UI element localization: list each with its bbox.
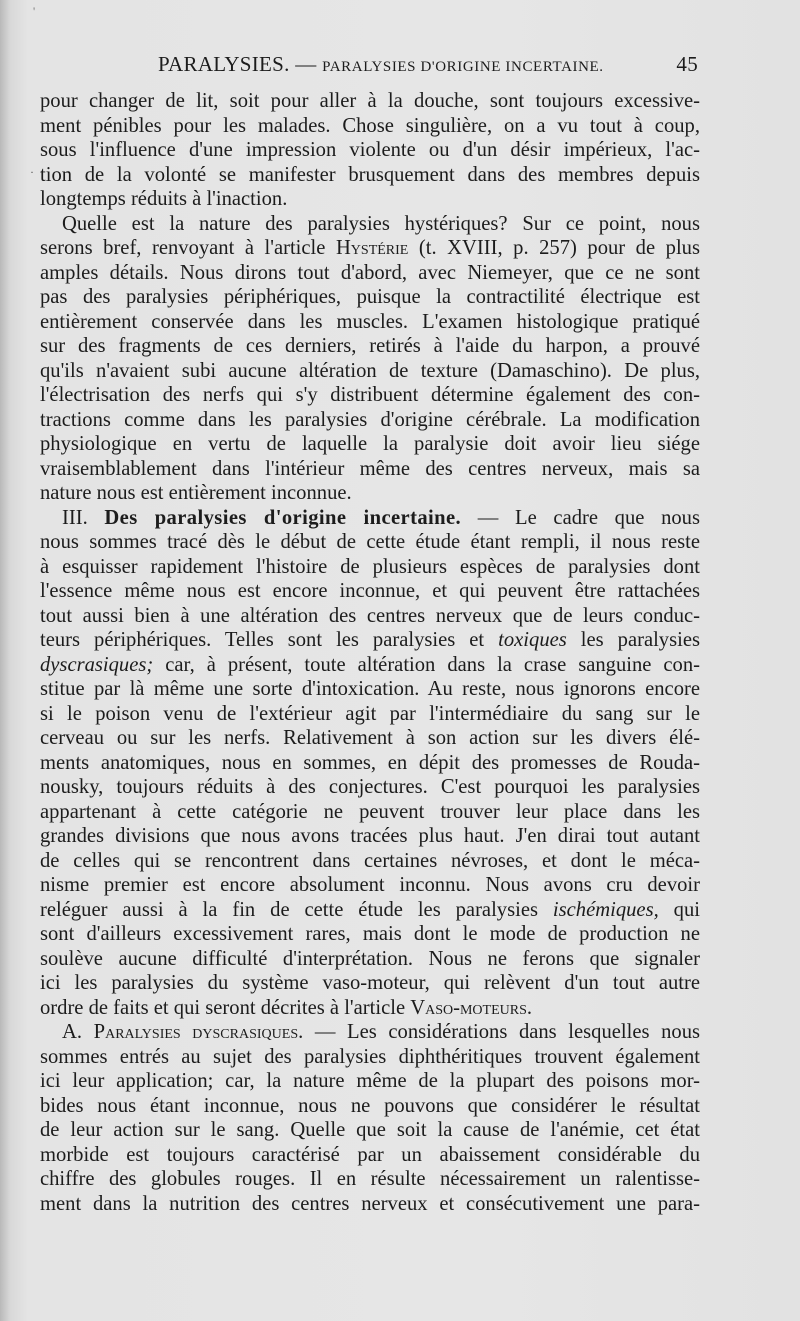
text-segment: — Le cadre que nous — [477, 506, 700, 529]
text-line: tractions comme dans les paralysies d'origine cérébrale. La modification — [40, 408, 700, 431]
text-line: pas des paralysies périphériques, puisque la contractilité électrique est — [40, 286, 700, 308]
text-line: cerveau ou sur les nerfs. Relativement à son action sur les divers élé- — [40, 727, 700, 749]
running-title-separator: — — [295, 52, 317, 76]
text-line: sont d'ailleurs excessivement rares, mais dont le mode de production ne — [40, 923, 700, 945]
text-line: pour changer de lit, soit pour aller à la douche, sont toujours excessive- — [40, 90, 700, 112]
section-heading: Des paralysies d'origine incertaine. — [104, 506, 462, 529]
text-line: entièrement conservée dans les muscles. L'examen histologique pratiqué — [40, 310, 700, 333]
text-line: vraisemblablement dans l'intérieur même des centres nerveux, mais sa — [40, 457, 700, 480]
italic-term: dyscrasiques; — [40, 653, 154, 676]
running-header — [40, 52, 700, 82]
section-heading-line — [40, 506, 700, 531]
text-line: tout aussi bien à une altération des centres nerveux que de leurs conduc- — [40, 604, 700, 627]
text-line — [40, 898, 700, 923]
running-title-main: PARALYSIES. — [158, 52, 290, 76]
text-line: amples détails. Nous dirons tout d'abord, avec Niemeyer, que ce ne sont — [40, 261, 700, 284]
text-line: longtemps réduits à l'inaction. — [40, 188, 288, 210]
text-line: nisme premier est encore absolument inconnu. Nous avons cru devoir — [40, 874, 700, 896]
text-segment: serons bref, renvoyant à l'article — [40, 237, 326, 259]
text-line: sous l'influence d'une impression violente ou d'un désir impérieux, l'ac- — [40, 139, 700, 161]
page-number: 45 — [676, 52, 698, 76]
text-line: nature nous est entièrement inconnue. — [40, 482, 352, 504]
text-line: l'essence même nous est encore inconnue, et qui peuvent être rattachées — [40, 580, 700, 602]
text-line: ments anatomiques, nous en sommes, en dépit des promesses de Rouda- — [40, 751, 700, 774]
text-line: nousky, toujours réduits à des conjectures. C'est pourquoi les paralysies — [40, 776, 700, 798]
text-line: physiologique en vertu de laquelle la paralysie doit avoir lieu siége — [40, 433, 700, 455]
text-line: tion de la volonté se manifester brusquement dans des membres depuis — [40, 163, 700, 186]
text-line: si le poison venu de l'extérieur agit par l'intermédiaire du sang sur le — [40, 702, 700, 725]
text-line: chiffre des globules rouges. Il en résulte nécessairement un ralentisse- — [40, 1168, 700, 1190]
body-text — [40, 89, 700, 1216]
text-segment: — Les considérations dans lesquelles nous — [314, 1021, 701, 1043]
text-segment: reléguer aussi à la fin de cette étude les paralysies — [40, 898, 538, 921]
text-line: bides nous étant inconnue, nous ne pouvons que considérer le résultat — [40, 1094, 700, 1117]
running-title — [158, 52, 604, 77]
text-line: stitue par là même une sorte d'intoxication. Au reste, nous ignorons encore — [40, 678, 700, 700]
top-margin-mark: ' — [33, 4, 36, 18]
text-segment: qui — [673, 898, 700, 921]
subsection-heading: Paralysies dyscrasiques. — [93, 1021, 304, 1043]
text-line: sur des fragments de ces derniers, retirés à l'aide du harpon, a prouvé — [40, 335, 700, 357]
text-line: nous sommes tracé dès le début de cette étude étant rempli, il nous reste — [40, 531, 700, 553]
text-line — [40, 996, 700, 1021]
text-segment: ordre de faits et qui seront décrites à l'article — [40, 996, 406, 1019]
text-line: soulève aucune difficulté d'interprétation. Nous ne ferons que signaler — [40, 947, 700, 970]
text-line: l'électrisation des nerfs qui s'y distribuent détermine également des con- — [40, 384, 700, 406]
text-line: ment pénibles pour les malades. Chose singulière, on a vu tout à coup, — [40, 114, 700, 137]
cross-reference: Hystérie — [335, 237, 409, 259]
text-line — [40, 653, 700, 678]
text-segment: teurs périphériques. Telles sont les paralysies et — [40, 629, 485, 651]
left-margin-mark: · — [30, 165, 34, 179]
running-title-sub: PARALYSIES D'ORIGINE INCERTAINE. — [322, 59, 604, 75]
subsection-heading-line — [40, 1020, 700, 1045]
text-line: ici les paralysies du système vaso-moteur, qui relèvent d'un tout autre — [40, 972, 700, 994]
text-segment: les paralysies — [580, 629, 700, 651]
text-line — [40, 628, 700, 653]
subsection-letter: A. — [62, 1021, 83, 1043]
italic-term: toxiques — [498, 629, 567, 651]
text-line: de leur action sur le sang. Quelle que soit la cause de l'anémie, cet état — [40, 1119, 700, 1141]
text-line: appartenant à cette catégorie ne peuvent trouver leur place dans les — [40, 800, 700, 823]
text-line: sommes entrés au sujet des paralysies diphthéritiques trouvent également — [40, 1045, 700, 1068]
section-number: III. — [62, 506, 88, 529]
text-line: à esquisser rapidement l'histoire de plusieurs espèces de paralysies dont — [40, 555, 700, 578]
cross-reference: Vaso-moteurs. — [410, 996, 533, 1019]
text-line: de celles qui se rencontrent dans certaines névroses, et dont le méca- — [40, 849, 700, 872]
italic-term: ischémiques, — [552, 898, 659, 921]
text-line: morbide est toujours caractérisé par un abaissement considérable du — [40, 1143, 700, 1166]
text-line: Quelle est la nature des paralysies hystériques? Sur ce point, nous — [62, 212, 700, 235]
text-line: ment dans la nutrition des centres nerveux et consécutivement une para- — [40, 1192, 700, 1215]
text-line: grandes divisions que nous avons tracées plus haut. J'en dirai tout autant — [40, 825, 700, 847]
text-line: ici leur application; car, la nature même de la plupart des poisons mor- — [40, 1070, 700, 1092]
text-line: qu'ils n'avaient subi aucune altération de texture (Damaschino). De plus, — [40, 359, 700, 382]
text-segment: (t. XVIII, p. 257) pour de plus — [418, 237, 700, 259]
text-segment: car, à présent, toute altération dans la crase sanguine con- — [165, 653, 700, 676]
text-line — [40, 236, 700, 261]
